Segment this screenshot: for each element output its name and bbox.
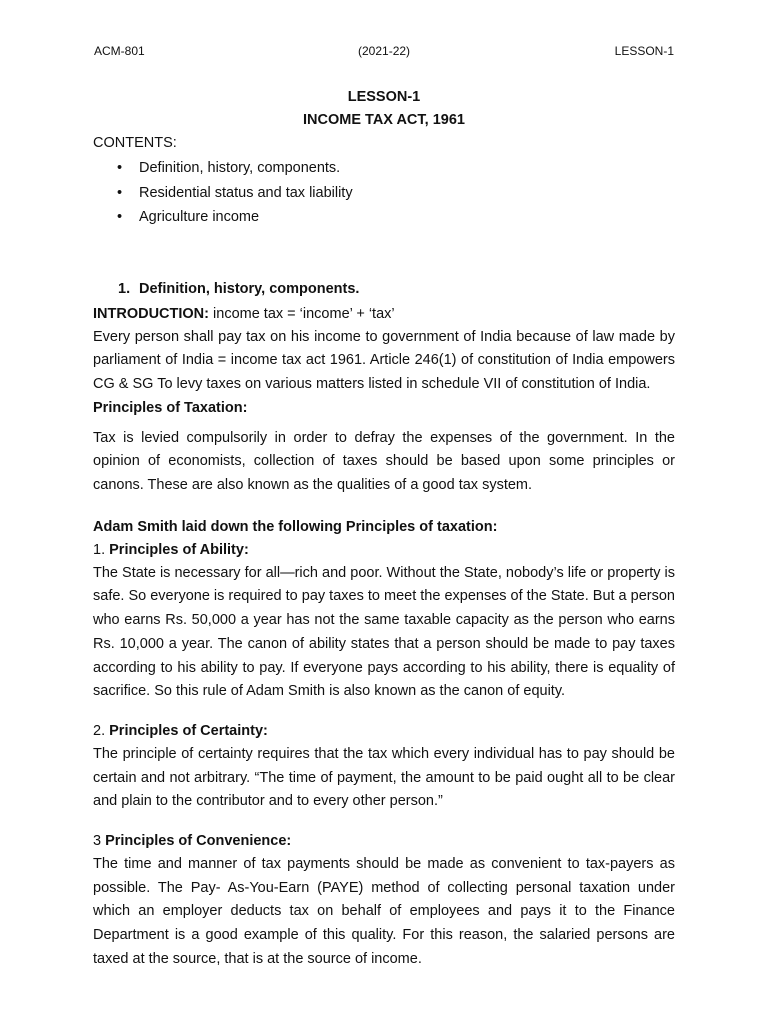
convenience-heading <box>93 830 675 853</box>
certainty-heading <box>93 720 675 743</box>
ability-heading <box>93 539 675 562</box>
introduction-line <box>93 302 675 326</box>
introduction-paragraph: Every person shall pay tax on his income to government of India because of law made by parliament of India = income tax act 1961. Article 246(1) of constitution of India empowers CG & SG To levy taxes on various matters listed in schedule VII of constitution of India. <box>93 328 675 392</box>
bullet-icon: • <box>117 160 123 176</box>
adam-smith-heading: Adam Smith laid down the following Principles of taxation: <box>93 518 498 535</box>
certainty-number: 2. <box>93 722 110 739</box>
header-course-code: ACM-801 <box>94 44 145 58</box>
convenience-paragraph: The time and manner of tax payments should be made as convenient to tax-payers as possible. The Pay- As-You-Earn (PAYE) method of collecting personal taxation under which an employer deducts tax on behalf of employees and pays it to the Finance Department is a good example of this quality. For this reason, the salaried persons are taxed at the source, that is at the source of income. <box>93 856 675 967</box>
certainty-title: Principles of Certainty: <box>109 722 268 739</box>
convenience-number: 3 <box>93 833 106 850</box>
introduction-text: income tax = ‘income’ + ‘tax’ <box>209 305 395 322</box>
introduction-label: INTRODUCTION: <box>93 305 209 322</box>
ability-paragraph: The State is necessary for all—rich and poor. Without the State, nobody’s life or property is safe. So everyone is required to pay taxes to meet the expenses of the State. But a person who earns Rs. 50,000 a year has not the same taxable capacity as the person who earns Rs. 10,000 a year. The canon of ability states that a person should be made to pay taxes according to his ability to pay. If everyone pays according to his ability, there is equality of sacrifice. So this rule of Adam Smith is also known as the canon of equity. <box>93 564 675 700</box>
contents-list <box>93 156 675 230</box>
list-item <box>93 181 675 206</box>
contents-label: CONTENTS: <box>93 135 177 151</box>
list-item-text: Residential status and tax liability <box>139 184 353 201</box>
ability-title: Principles of Ability: <box>109 541 249 558</box>
act-title: INCOME TAX ACT, 1961 <box>303 112 465 128</box>
section-heading <box>93 278 675 300</box>
header-lesson: LESSON-1 <box>614 44 674 58</box>
list-item-text: Definition, history, components. <box>139 160 341 176</box>
bullet-icon: • <box>117 209 123 225</box>
principles-heading: Principles of Taxation: <box>93 399 248 416</box>
section-title: Definition, history, components. <box>139 280 360 297</box>
convenience-title: Principles of Convenience: <box>105 833 292 850</box>
running-header <box>94 44 674 60</box>
lesson-title: LESSON-1 <box>347 89 421 105</box>
list-item <box>93 156 675 181</box>
list-item <box>93 205 675 230</box>
document-body <box>93 86 675 972</box>
bullet-icon: • <box>117 184 123 201</box>
ability-number: 1. <box>93 541 110 558</box>
section-number: 1. <box>118 280 131 297</box>
certainty-paragraph: The principle of certainty requires that the tax which every individual has to pay should be certain and not arbitrary. “The time of payment, the amount to be paid ought all to be clear and plain to the contributor and to every other person.” <box>93 745 675 810</box>
list-item-text: Agriculture income <box>139 209 260 225</box>
header-session: (2021-22) <box>358 44 411 58</box>
principles-paragraph: Tax is levied compulsorily in order to defray the expenses of the government. In the opinion of economists, collection of taxes should be based upon some principles or canons. These are also known as the qualities of a good tax system. <box>93 429 675 494</box>
